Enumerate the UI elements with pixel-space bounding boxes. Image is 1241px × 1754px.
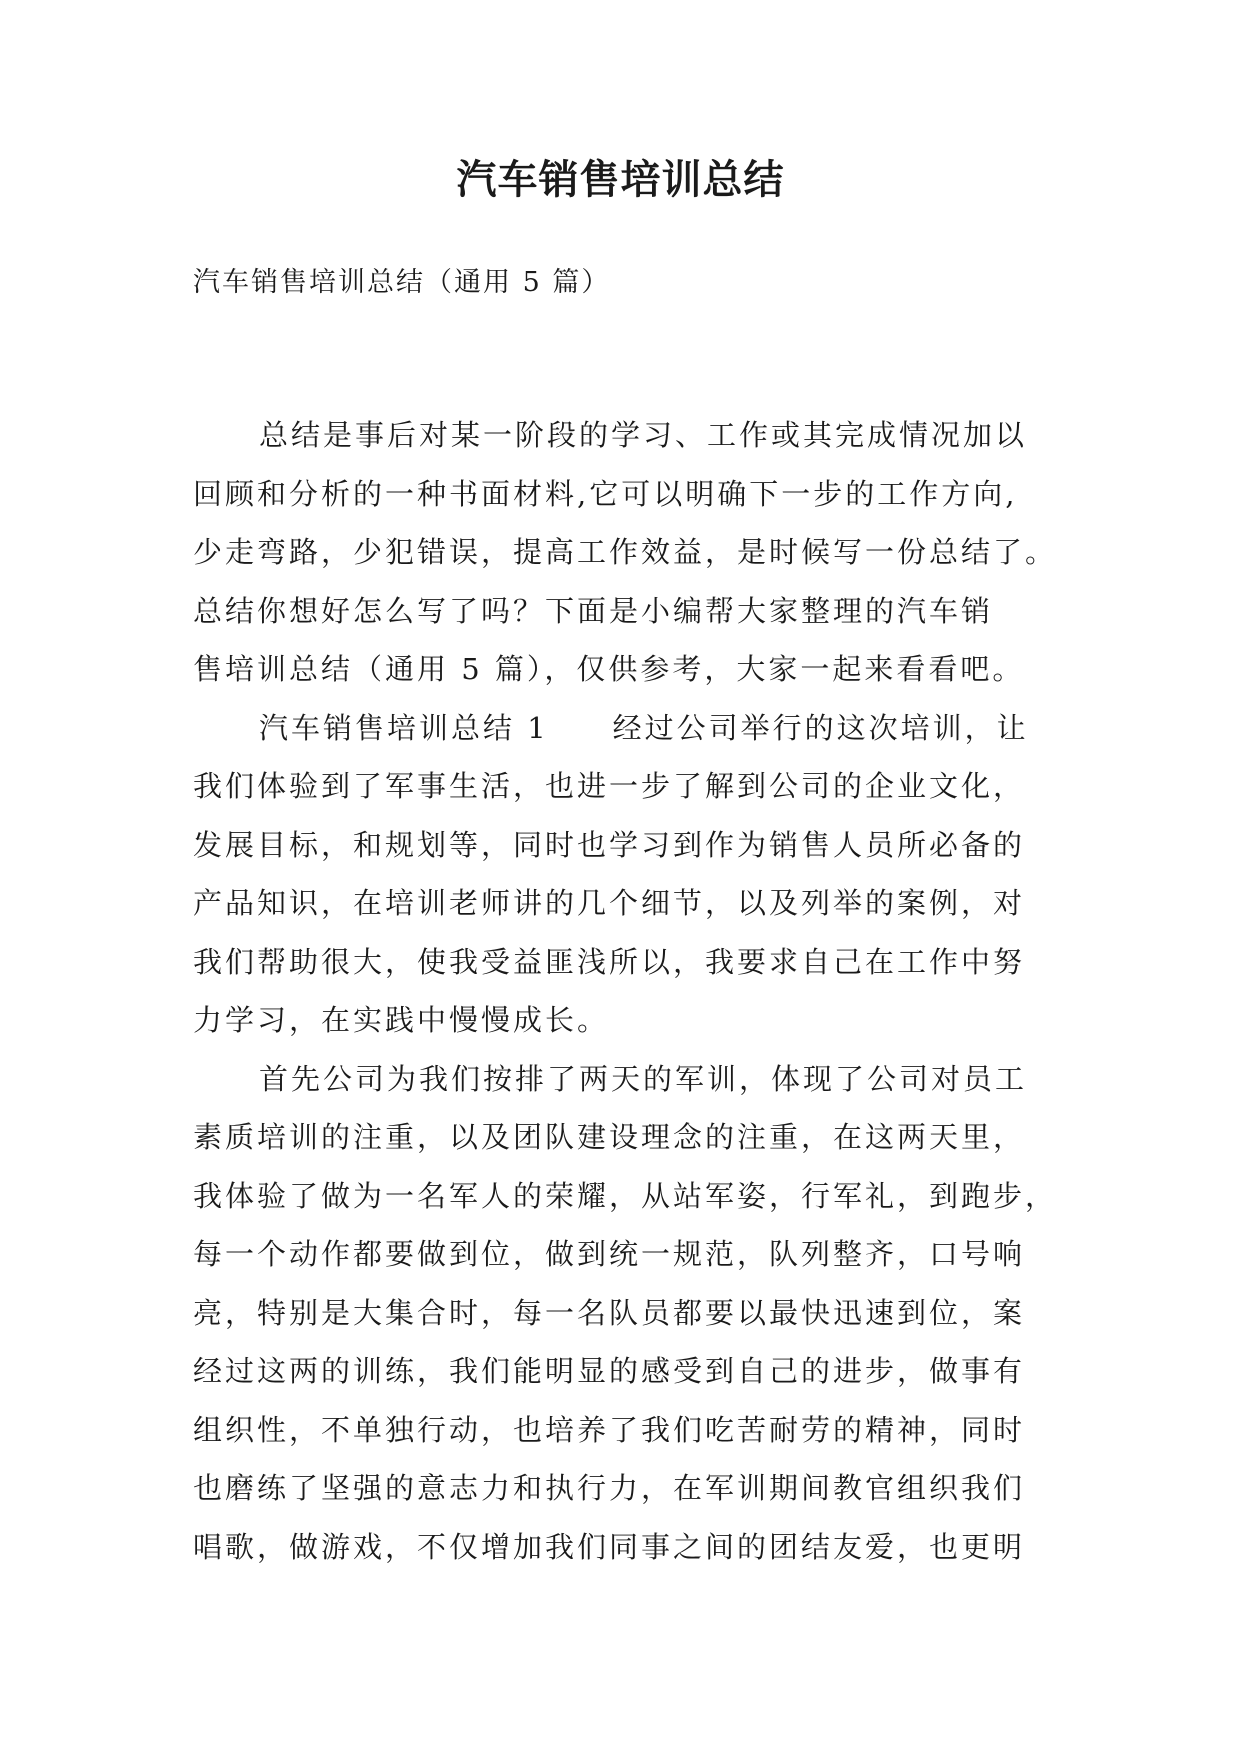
document-body xyxy=(193,406,1058,1576)
text-line: 经过这两的训练，我们能明显的感受到自己的进步，做事有 xyxy=(193,1354,1026,1388)
text-line: 回顾和分析的一种书面材料,它可以明确下一步的工作方向, xyxy=(193,476,1018,511)
text-line: 首先公司为我们按排了两天的军训，体现了公司对员工 xyxy=(259,1061,1028,1096)
document-title: 汽车销售培训总结 xyxy=(456,156,785,203)
text-line: 组织性，不单独行动，也培养了我们吃苦耐劳的精神，同时 xyxy=(193,1412,1026,1447)
paragraph xyxy=(193,1050,1058,1577)
text-line: 售培训总结（通用 5 篇），仅供参考，大家一起来看看吧。 xyxy=(193,652,1025,686)
text-line: 少走弯路，少犯错误，提高工作效益，是时候写一份总结了。 xyxy=(193,535,1058,569)
text-line: 每一个动作都要做到位，做到统一规范，队列整齐，口号响 xyxy=(193,1237,1026,1271)
text-line: 唱歌，做游戏，不仅增加我们同事之间的团结友爱，也更明 xyxy=(193,1529,1026,1564)
text-line: 我体验了做为一名军人的荣耀，从站军姿，行军礼，到跑步， xyxy=(193,1178,1058,1213)
text-line: 亮，特别是大集合时，每一名队员都要以最快迅速到位，案 xyxy=(193,1295,1026,1330)
text-line: 我们帮助很大，使我受益匪浅所以，我要求自己在工作中努 xyxy=(193,944,1026,979)
text-line: 素质培训的注重，以及团队建设理念的注重，在这两天里， xyxy=(193,1120,1026,1154)
text-line: 总结是事后对某一阶段的学习、工作或其完成情况加以 xyxy=(259,418,1028,452)
text-line: 发展目标，和规划等，同时也学习到作为销售人员所必备的 xyxy=(193,827,1026,862)
text-line: 我们体验到了军事生活，也进一步了解到公司的企业文化， xyxy=(193,769,1026,803)
paragraph xyxy=(193,699,1053,1050)
text-line: 汽车销售培训总结 1 经过公司举行的这次培训，让 xyxy=(259,710,1029,745)
text-line: 产品知识，在培训老师讲的几个细节，以及列举的案例，对 xyxy=(193,886,1026,920)
text-line: 力学习，在实践中慢慢成长。 xyxy=(193,1003,610,1037)
text-line: 总结你想好怎么写了吗？下面是小编帮大家整理的汽车销 xyxy=(193,593,994,628)
document-subtitle: 汽车销售培训总结（通用 5 篇） xyxy=(193,267,611,298)
paragraph xyxy=(193,406,1058,699)
text-line: 也磨练了坚强的意志力和执行力，在军训期间教官组织我们 xyxy=(193,1471,1026,1505)
